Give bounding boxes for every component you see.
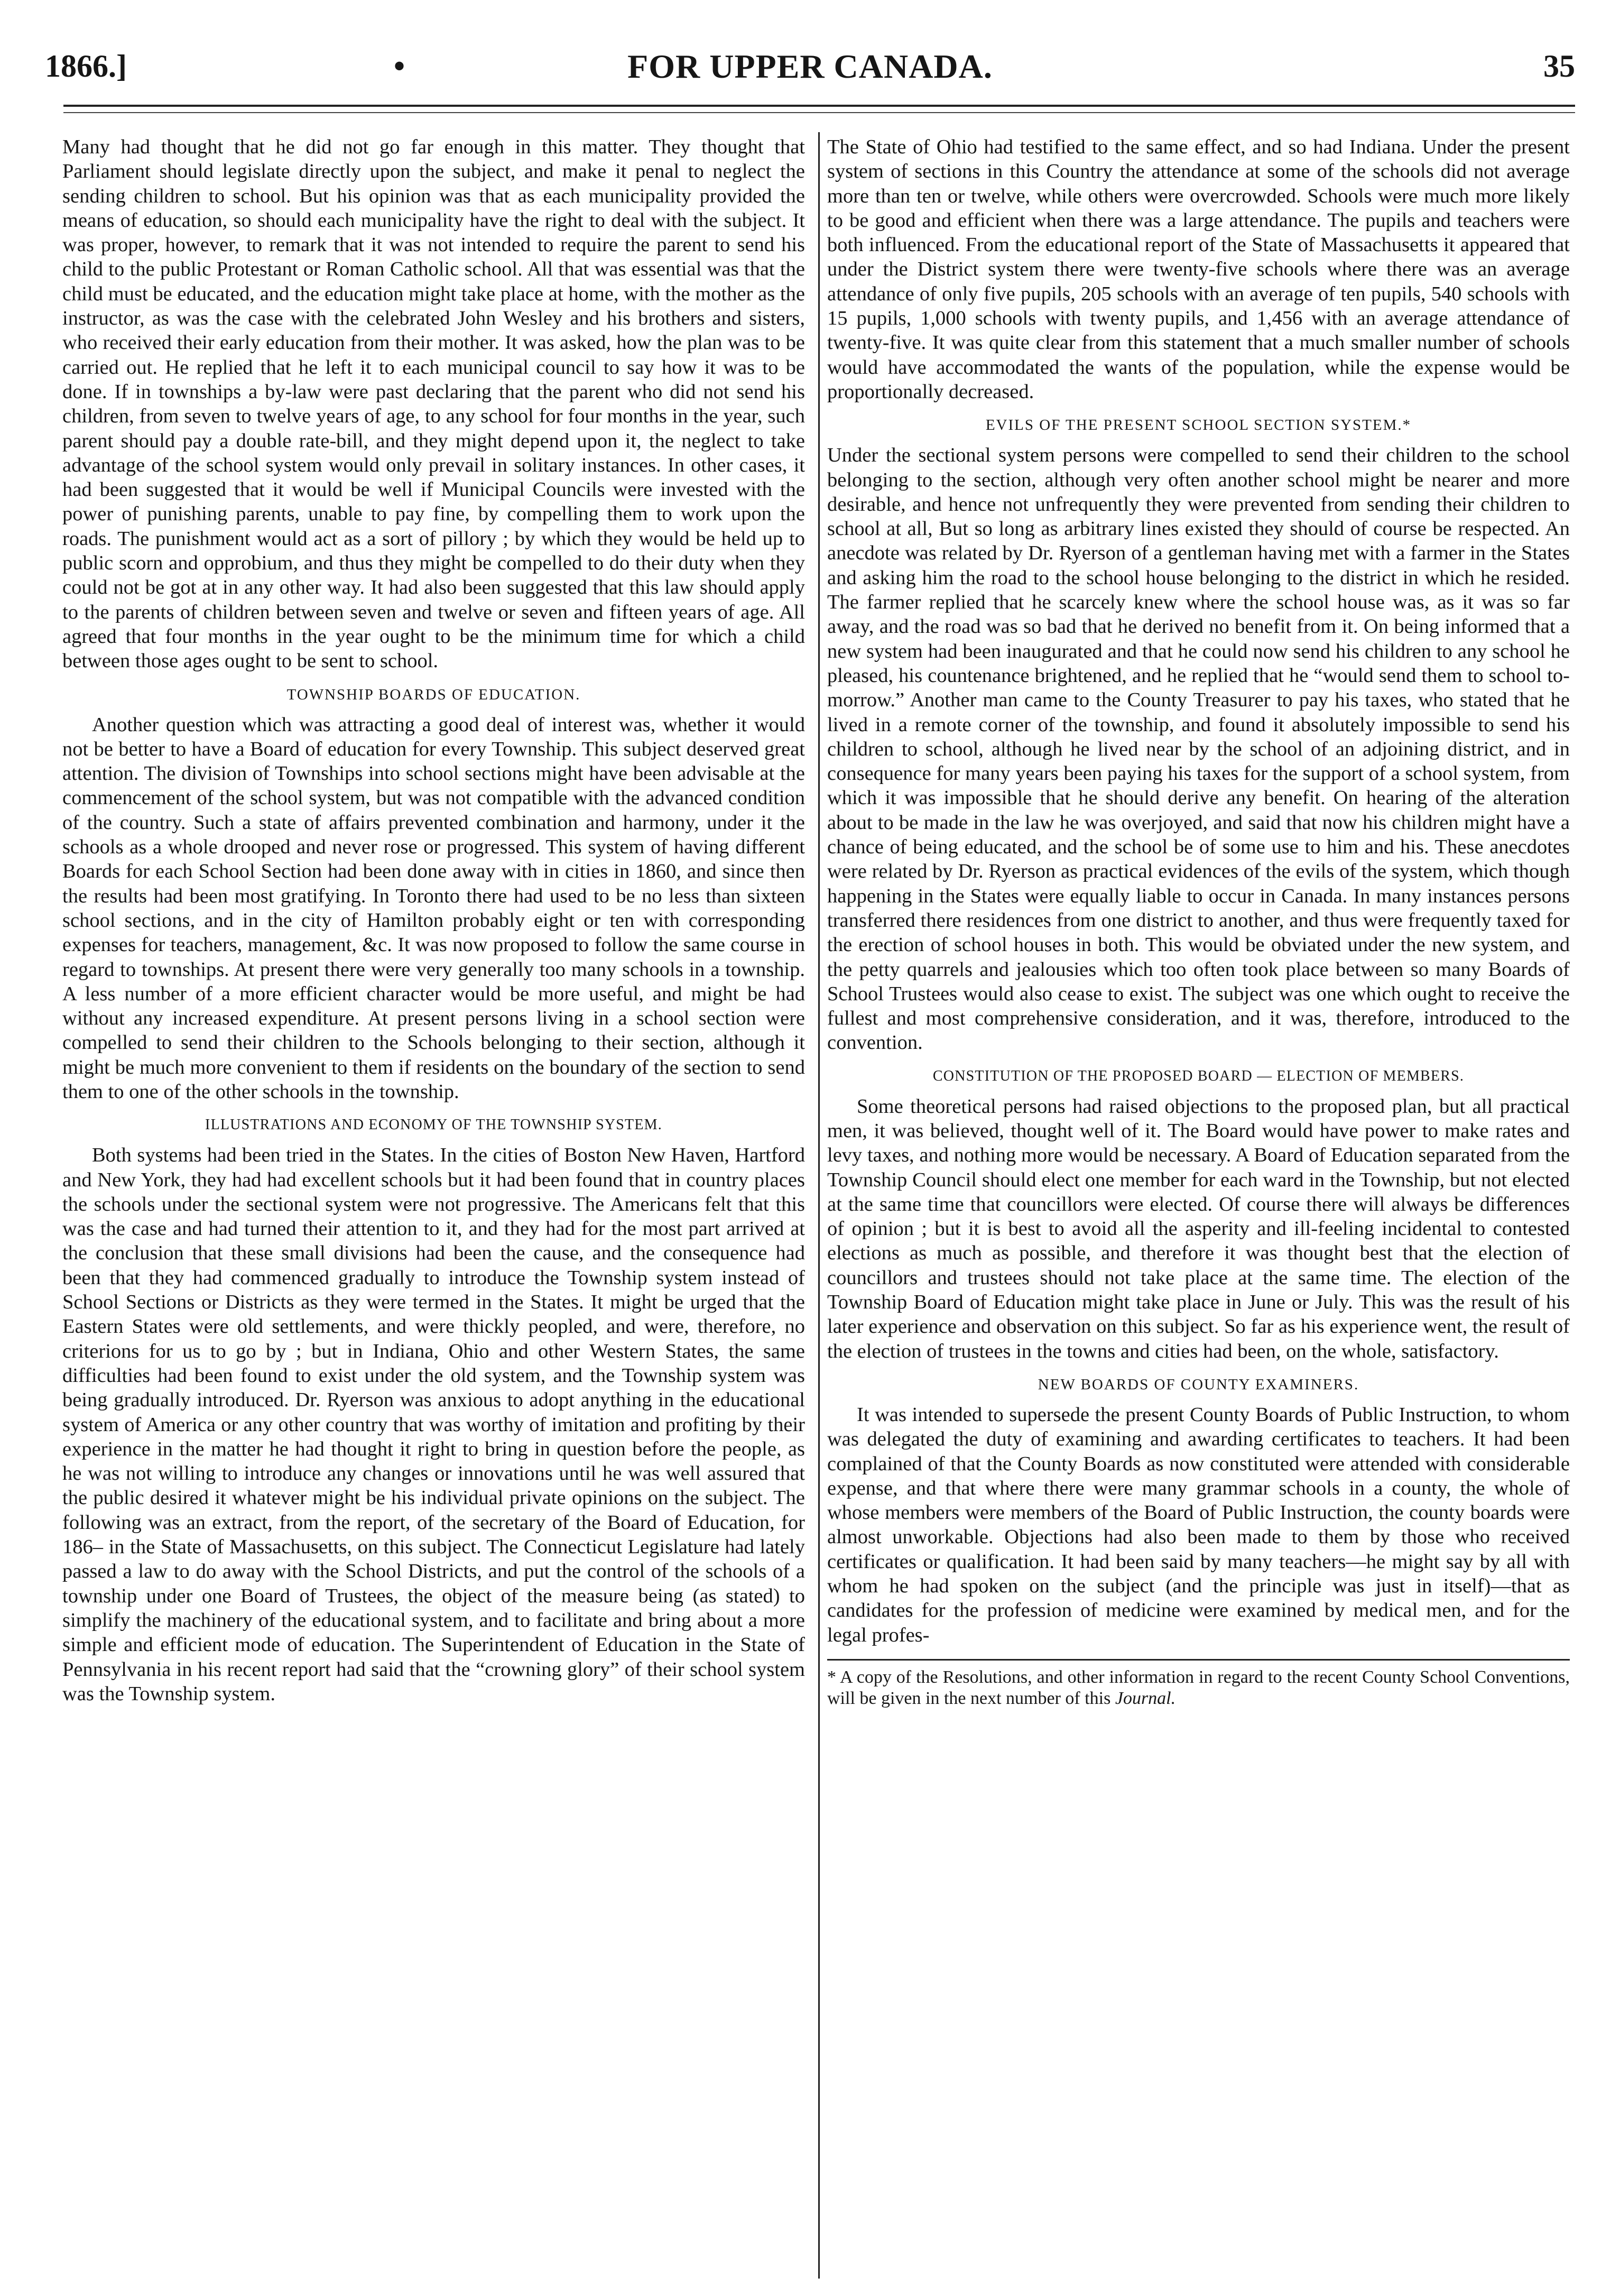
right-paragraph-4: It was intended to supersede the present County Boards of Public Instruction, to whom was delegated the duty of examining and awarding certificates to teachers. It had been complained of that the County Boards as now constituted were attended with considerable expense, and that where there were many grammar schools in a county, the whole of whose members were members of the Board of Public Instruction, the county boards were almost unworkable. Objections had also been made to them by those who received certificates or qualification. It had been said by many teachers—he might say by all with whom he had spoken on the subject (and the principle was just in itself)—that as candidates for the profession of medicine were examined by medical men, and for the legal profes-	[827, 1403, 1570, 1646]
header-dot: •	[394, 49, 405, 84]
footnote	[827, 1667, 1570, 1709]
page-number: 35	[1543, 49, 1575, 84]
section-heading-county-examiners: NEW BOARDS OF COUNTY EXAMINERS.	[1038, 1376, 1359, 1393]
header-rule-thick	[63, 105, 1575, 107]
section-heading-evils: EVILS OF THE PRESENT SCHOOL SECTION SYSTEM.*	[985, 417, 1412, 434]
section-heading-illustrations: ILLUSTRATIONS AND ECONOMY OF THE TOWNSHIP SYSTEM.	[205, 1117, 662, 1133]
left-paragraph-3: Both systems had been tried in the States. In the cities of Boston New Haven, Hartford and New York, they had had excellent schools but it had been found that in country places the schools under the sectional system were not progressive. The Americans felt that this was the case and had turned their attention to it, and they had for the most part arrived at the conclusion that these small divisions had been the cause, and the consequence had been that they had commenced gradually to introduce the Township system instead of School Sections or Districts as they were termed in the States. It might be urged that the Eastern States were old settlements, and were thickly peopled, and were, therefore, no criterions for us to go by ; but in Indiana, Ohio and other Western States, the same difficulties had been found to exist under the old system, and the Township system was being gradually introduced. Dr. Ryerson was anxious to adopt anything in the educational system of America or any other country that was worthy of imitation and profiting by their experience in the matter he had thought it right to bring in question before the people, as he was not willing to introduce any changes or innovations until he was well assured that the public desired it whatever might be his individual private opinions on the subject. The following was an extract, from the report, of the secretary of the Board of Education, for 186– in the State of Massachusetts, on this subject. The Connecticut Legislature had lately passed a law to do away with the School Districts, and put the control of the schools of a township under one Board of Trustees, the object of the measure being (as stated) to simplify the machinery of the educational system, and to facilitate and bring about a more simple and efficient mode of education. The Superintendent of Education in the State of Pennsylvania in his recent report had said that the “crowning glory” of their school system was the Township system.	[62, 1144, 805, 1705]
footnote-rule	[827, 1659, 1570, 1661]
page-header	[45, 45, 1575, 93]
right-paragraph-2: Under the sectional system persons were compelled to send their children to the school belonging to the section, although very often another school might be nearer and more desirable, and hence not unfrequently they were prevented from sending their children to school at all, But so long as arbitrary lines existed they should of course be respected. An anecdote was related by Dr. Ryerson of a gentleman having met with a farmer in the States and asking him the road to the school house belonging to the district in which he resided. The farmer replied that he scarcely knew where the school house was, as it was so far away, and the road was so bad that he derived no benefit from it. On being informed that a new system had been inaugurated and that he could now send his children to any school he pleased, his countenance brightened, and he replied that he “would send them to school to-morrow.” Another man came to the County Treasurer to pay his taxes, who stated that he lived in a remote corner of the township, and found it absolutely impossible to send his children to school, although he lived near by the school of an adjoining district, and in consequence for many years been paying his taxes for the support of a school system, from which it was impossible that he should derive any benefit. On hearing of the alteration about to be made in the law he was overjoyed, and said that now his children might have a chance of being educated, and the school be of some use to him and his. These anecdotes were related by Dr. Ryerson as practical evidences of the evils of the system, which though happening in the States were equally liable to occur in Canada. In many instances persons transferred there residences from one district to another, and thus were frequently taxed for the erection of school houses in both. This would be obviated under the new system, and the petty quarrels and jealousies which too often took place between so many Boards of School Trustees would also cease to exist. The subject was one which ought to receive the fullest and most comprehensive consideration, and it was, therefore, introduced to the convention.	[827, 444, 1570, 1054]
section-heading-township-boards: TOWNSHIP BOARDS OF EDUCATION.	[286, 686, 581, 703]
section-heading-constitution: CONSTITUTION OF THE PROPOSED BOARD — ELECTION OF MEMBERS.	[932, 1067, 1465, 1084]
right-column	[827, 135, 1570, 2281]
footnote-text: * A copy of the Resolutions, and other information in regard to the recent County School Conventions, will be given in the next number of this	[827, 1667, 1570, 1708]
left-paragraph-2: Another question which was attracting a good deal of interest was, whether it would not be better to have a Board of education for every Township. This subject deserved great attention. The division of Townships into school sections might have been advisable at the commencement of the school system, but was not compatible with the advanced condition of the country. Such a state of affairs prevented combination and harmony, under it the schools as a whole drooped and never rose or progressed. This system of having different Boards for each School Section had been done away with in cities in 1860, and since then the results had been most gratifying. In Toronto there had used to be no less than sixteen school sections, and in the city of Hamilton probably eight or ten with corresponding expenses for teachers, management, &c. It was now proposed to follow the same course in regard to townships. At present there were very generally too many schools in a township. A less number of a more efficient character would be more useful, and might be had without any increased expenditure. At present persons living in a school section were compelled to send their children to the Schools belonging to their section, although it might be much more convenient to them if residents on the boundary of the section to send them to one of the other schools in the township.	[62, 713, 805, 1103]
header-rule-thin	[63, 112, 1575, 113]
left-column	[62, 135, 805, 2281]
header-year: 1866.]	[45, 49, 127, 84]
right-paragraph-1: The State of Ohio had testified to the same effect, and so had Indiana. Under the present system of sections in this Country the attendance at some of the schools did not average more than ten or twelve, while others were overcrowded. Schools were much more likely to be good and efficient when there was a large attendance. The pupils and teachers were both influenced. From the educational report of the State of Massachusetts it appeared that under the District system there were twenty-five schools where there was an average attendance of only five pupils, 205 schools with an average of ten pupils, 540 schools with 15 pupils, 1,000 schools with twenty pupils, and 1,456 with an average attendance of twenty-five. It was quite clear from this statement that a much smaller number of schools would have accommodated the wants of the population, while the expense would be proportionally decreased.	[827, 136, 1570, 403]
right-paragraph-3: Some theoretical persons had raised objections to the proposed plan, but all practical men, it was believed, thought well of it. The Board would have power to make rates and levy taxes, and nothing more would be necessary. A Board of Education separated from the Township Council should elect one member for each ward in the Township, but not elected at the same time that councillors were elected. Of course there will always be differences of opinion ; but it is best to avoid all the asperity and ill-feeling incidental to contested elections as much as possible, and therefore it was thought best that the election of councillors and trustees should not take place at the same time. The election of the Township Board of Education might take place in June or July. This was the result of his later experience and observation on this subject. So far as his experience went, the result of the election of trustees in the towns and cities had been, on the whole, satisfactory.	[827, 1095, 1570, 1362]
column-divider	[818, 132, 820, 2279]
footnote-journal: Journal.	[1115, 1688, 1176, 1708]
header-title: FOR UPPER CANADA.	[627, 48, 993, 85]
left-paragraph-1: Many had thought that he did not go far enough in this matter. They thought that Parliament should legislate directly upon the subject, and make it penal to neglect the sending children to school. But his opinion was that as each municipality provided the means of education, so should each municipality have the right to deal with the subject. It was proper, however, to remark that it was not intended to require the parent to send his child to the public Protestant or Roman Catholic school. All that was essential was that the child must be educated, and the education might take place at home, with the mother as the instructor, as was the case with the celebrated John Wesley and his brothers and sisters, who received their early education from their mother. It was asked, how the plan was to be carried out. He replied that he left it to each municipal council to say how it was to be done. If in townships a by-law were past declaring that the parent who did not send his children, from seven to twelve years of age, to any school for four months in the year, such parent should pay a double rate-bill, and they might depend upon it, the neglect to take advantage of the school system would only prevail in solitary instances. In other cases, it had been suggested that it would be well if Municipal Councils were invested with the power of punishing parents, unable to pay fine, by compelling them to work upon the roads. The punishment would act as a sort of pillory ; by which they would be held up to public scorn and opprobium, and thus they might be compelled to do their duty when they could not be got at in any other way. It had also been suggested that this law should apply to the parents of children between seven and twelve or seven and fifteen years of age. All agreed that four months in the year ought to be the minimum time for which a child between those ages ought to be sent to school.	[62, 136, 805, 672]
